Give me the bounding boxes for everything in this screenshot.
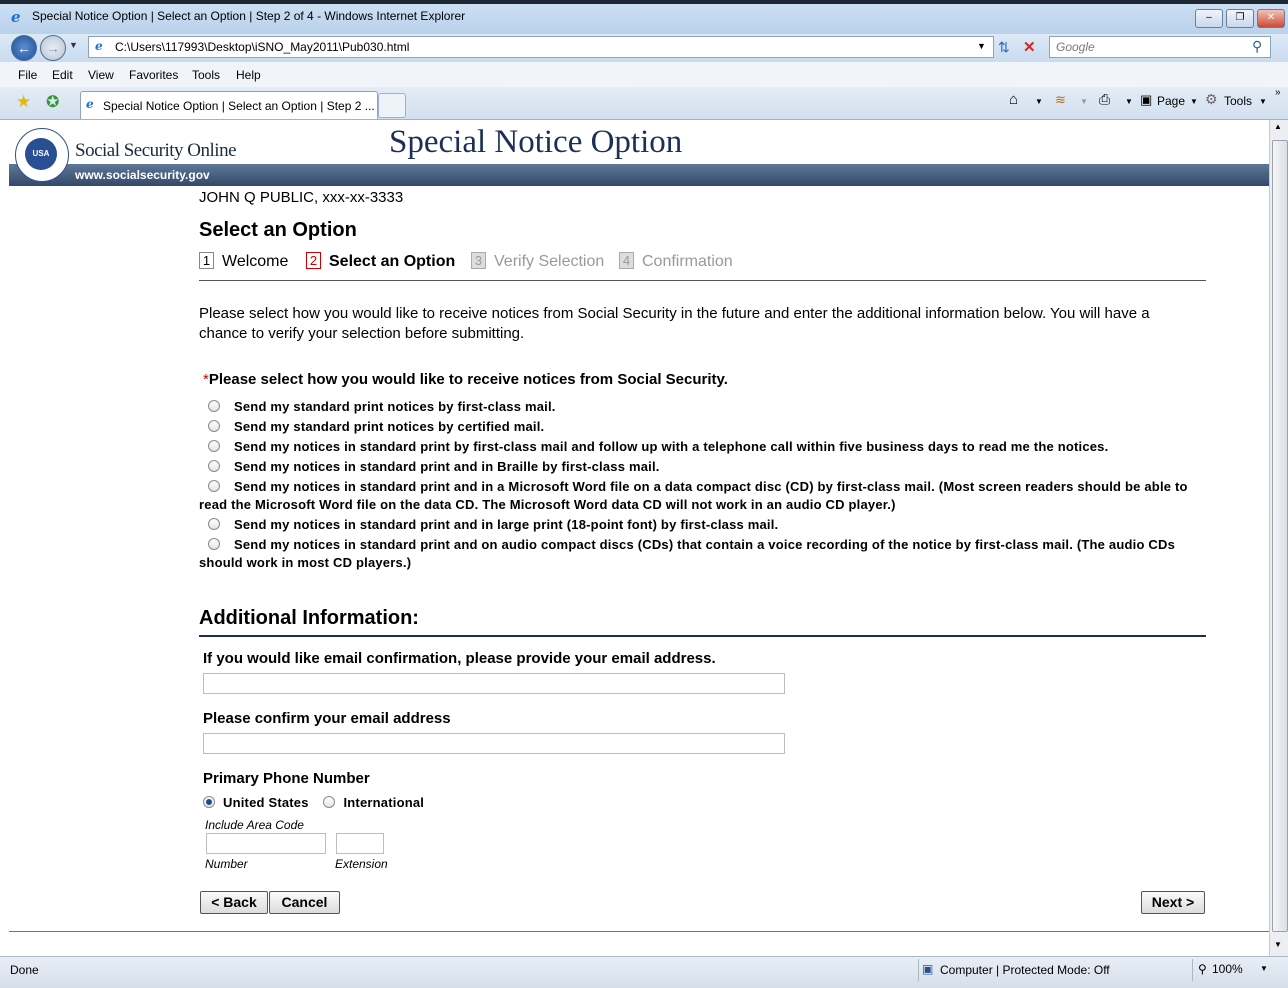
option-label[interactable]: Send my notices in standard print and in a Microsoft Word file on a data compact disc (CD) by first-class mail. (Most screen readers should be able to read the Microsoft Word file on the data CD. The Microsoft Word data CD will not work in an audio CD player.) (199, 479, 1188, 512)
step-select-option (306, 252, 455, 271)
step-confirmation (619, 252, 733, 271)
page-menu-icon: ▣ (1140, 92, 1153, 107)
security-zone[interactable]: Computer | Protected Mode: Off (940, 963, 1110, 977)
option-radio[interactable] (208, 538, 220, 550)
option-label[interactable]: Send my notices in standard print and on audio compact discs (CDs) that contain a voice recording of the notice by first-class mail. (The audio CDs should work in most CD players.) (199, 537, 1175, 570)
divider (199, 280, 1206, 281)
phone-country-choice (194, 794, 594, 812)
option-large-print[interactable] (199, 516, 1209, 534)
taskbar-strip (0, 0, 1288, 4)
step-number: 1 (199, 252, 214, 269)
united-states-label[interactable]: United States (223, 795, 309, 810)
area-code-hint: Include Area Code (205, 818, 304, 832)
refresh-icon[interactable]: ⇅ (998, 39, 1010, 55)
option-label[interactable]: Send my notices in standard print and in large print (18-point font) by first-class mail. (234, 517, 779, 532)
next-button[interactable]: Next > (1141, 891, 1205, 914)
site-name[interactable]: Social Security Online (75, 140, 237, 161)
search-box[interactable] (1049, 36, 1271, 58)
option-label[interactable]: Send my standard print notices by first-class mail. (234, 399, 556, 414)
page-icon: e (95, 39, 103, 53)
chevron-more-icon[interactable]: » (1275, 87, 1281, 98)
option-radio[interactable] (208, 460, 220, 472)
favorites-star-icon[interactable]: ★ (16, 92, 32, 111)
menu-tools[interactable]: Tools (192, 68, 221, 82)
ssa-seal-logo (15, 128, 69, 182)
window-title-bar (0, 0, 1288, 35)
back-nav-button[interactable]: ← (11, 35, 37, 61)
vertical-scrollbar[interactable] (1269, 120, 1288, 956)
page-dropdown-icon[interactable]: ▼ (1190, 97, 1198, 106)
address-text: C:\Users\117993\Desktop\iSNO_May2011\Pub030.html (115, 40, 410, 54)
option-label[interactable]: Send my standard print notices by certified mail. (234, 419, 545, 434)
feeds-icon[interactable]: ≋ (1055, 92, 1066, 107)
forward-nav-button[interactable]: → (40, 35, 66, 61)
feeds-dropdown-icon[interactable]: ▼ (1080, 97, 1088, 106)
page-menu[interactable]: Page (1157, 94, 1186, 108)
window-title: Special Notice Option | Select an Option | Step 2 of 4 - Windows Internet Explorer (32, 9, 466, 23)
address-dropdown-icon[interactable]: ▼ (977, 41, 986, 51)
question-text: Please select how you would like to receive notices from Social Security. (208, 371, 728, 388)
ie-logo-icon: e (11, 8, 21, 26)
step-label: Confirmation (642, 253, 733, 270)
minimize-button[interactable]: – (1195, 9, 1223, 28)
option-audio-cd[interactable] (199, 536, 1209, 572)
international-label[interactable]: International (343, 795, 425, 810)
email-label: If you would like email confirmation, please provide your email address. (203, 650, 716, 667)
international-radio[interactable] (323, 796, 335, 808)
menu-bar (0, 62, 1288, 88)
status-bar (0, 956, 1288, 988)
menu-view[interactable]: View (88, 68, 114, 82)
phone-extension-input[interactable] (336, 833, 384, 854)
option-radio[interactable] (208, 440, 220, 452)
option-label[interactable]: Send my notices in standard print and in Braille by first-class mail. (234, 459, 660, 474)
status-separator (918, 959, 919, 981)
option-telephone[interactable] (199, 438, 1209, 456)
step-number: 2 (306, 252, 321, 269)
tab-page-icon: e (86, 97, 94, 111)
close-window-button[interactable]: ✕ (1257, 9, 1285, 28)
header-banner (9, 164, 1269, 186)
cancel-button[interactable]: Cancel (269, 891, 340, 914)
tools-dropdown-icon[interactable]: ▼ (1259, 97, 1267, 106)
status-text: Done (10, 963, 39, 977)
confirm-email-label: Please confirm your email address (203, 710, 451, 727)
step-number: 4 (619, 252, 634, 269)
step-label: Welcome (222, 253, 289, 270)
question-label (203, 371, 728, 388)
phone-label: Primary Phone Number (203, 770, 370, 787)
menu-favorites[interactable]: Favorites (129, 68, 179, 82)
email-field[interactable] (203, 673, 785, 694)
back-button[interactable]: < Back (200, 891, 268, 914)
number-label: Number (205, 857, 248, 871)
united-states-radio[interactable] (203, 796, 215, 808)
home-dropdown-icon[interactable]: ▼ (1035, 97, 1043, 106)
extension-label: Extension (335, 857, 388, 871)
step-verify (471, 252, 604, 271)
user-name-ssn: JOHN Q PUBLIC, xxx-xx-3333 (199, 189, 404, 206)
option-radio[interactable] (208, 480, 220, 492)
option-radio[interactable] (208, 518, 220, 530)
search-icon[interactable]: ⚲ (1252, 38, 1263, 54)
option-radio[interactable] (208, 400, 220, 412)
print-icon[interactable]: ⎙ (1099, 91, 1111, 107)
seal-usa: USA (25, 138, 57, 170)
step-welcome (199, 252, 288, 271)
status-separator (1192, 959, 1193, 981)
tab-label: Special Notice Option | Select an Option | Step 2 ... (103, 99, 375, 113)
option-braille[interactable] (199, 458, 1209, 476)
additional-info-title: Additional Information: (199, 607, 419, 629)
zoom-icon: ⚲ (1198, 962, 1207, 976)
add-favorites-icon[interactable]: ✪ (46, 94, 60, 111)
section-title: Select an Option (199, 219, 357, 241)
print-dropdown-icon[interactable]: ▼ (1125, 97, 1133, 106)
menu-edit[interactable]: Edit (52, 68, 73, 82)
new-tab-button[interactable] (378, 93, 406, 118)
option-first-class[interactable] (199, 398, 1209, 416)
scroll-up-icon[interactable]: ▲ (1274, 122, 1282, 131)
tab-bar (0, 87, 1288, 120)
history-dropdown-icon[interactable]: ▼ (69, 40, 78, 50)
restore-button[interactable]: ❐ (1226, 9, 1254, 28)
page-viewport (9, 120, 1269, 956)
footer-divider (9, 931, 1269, 932)
computer-zone-icon: ▣ (922, 962, 934, 976)
tab-current[interactable] (80, 91, 378, 119)
option-radio[interactable] (208, 420, 220, 432)
phone-number-input[interactable] (206, 833, 326, 854)
zoom-level[interactable]: 100% (1212, 962, 1243, 976)
option-data-cd[interactable] (199, 478, 1209, 514)
gear-icon: ⚙ (1205, 91, 1218, 107)
tools-menu[interactable]: Tools (1224, 94, 1253, 108)
option-label[interactable]: Send my notices in standard print by first-class mail and follow up with a telephone call within five business days to read me the notices. (234, 439, 1109, 454)
navigation-bar (0, 34, 1288, 62)
confirm-email-field[interactable] (203, 733, 785, 754)
scroll-thumb[interactable] (1272, 140, 1288, 932)
scroll-down-icon[interactable]: ▼ (1274, 940, 1282, 949)
option-certified[interactable] (199, 418, 1209, 436)
page-title: Special Notice Option (389, 124, 683, 160)
site-url[interactable]: www.socialsecurity.gov (75, 168, 210, 182)
required-marker: * (203, 371, 209, 388)
intro-text: Please select how you would like to receive notices from Social Security in the future and enter the additional information below. You will have a chance to verify your selection before submitting. (199, 305, 1150, 342)
zoom-dropdown-icon[interactable]: ▼ (1260, 964, 1268, 973)
step-label: Verify Selection (494, 253, 605, 270)
stop-icon[interactable]: ✕ (1023, 39, 1036, 56)
address-bar[interactable] (88, 36, 994, 58)
menu-help[interactable]: Help (236, 68, 261, 82)
step-number: 3 (471, 252, 486, 269)
step-label: Select an Option (329, 253, 456, 270)
menu-file[interactable]: File (18, 68, 38, 82)
search-placeholder: Google (1056, 40, 1095, 54)
divider (199, 635, 1206, 637)
home-icon[interactable]: ⌂ (1009, 91, 1019, 108)
